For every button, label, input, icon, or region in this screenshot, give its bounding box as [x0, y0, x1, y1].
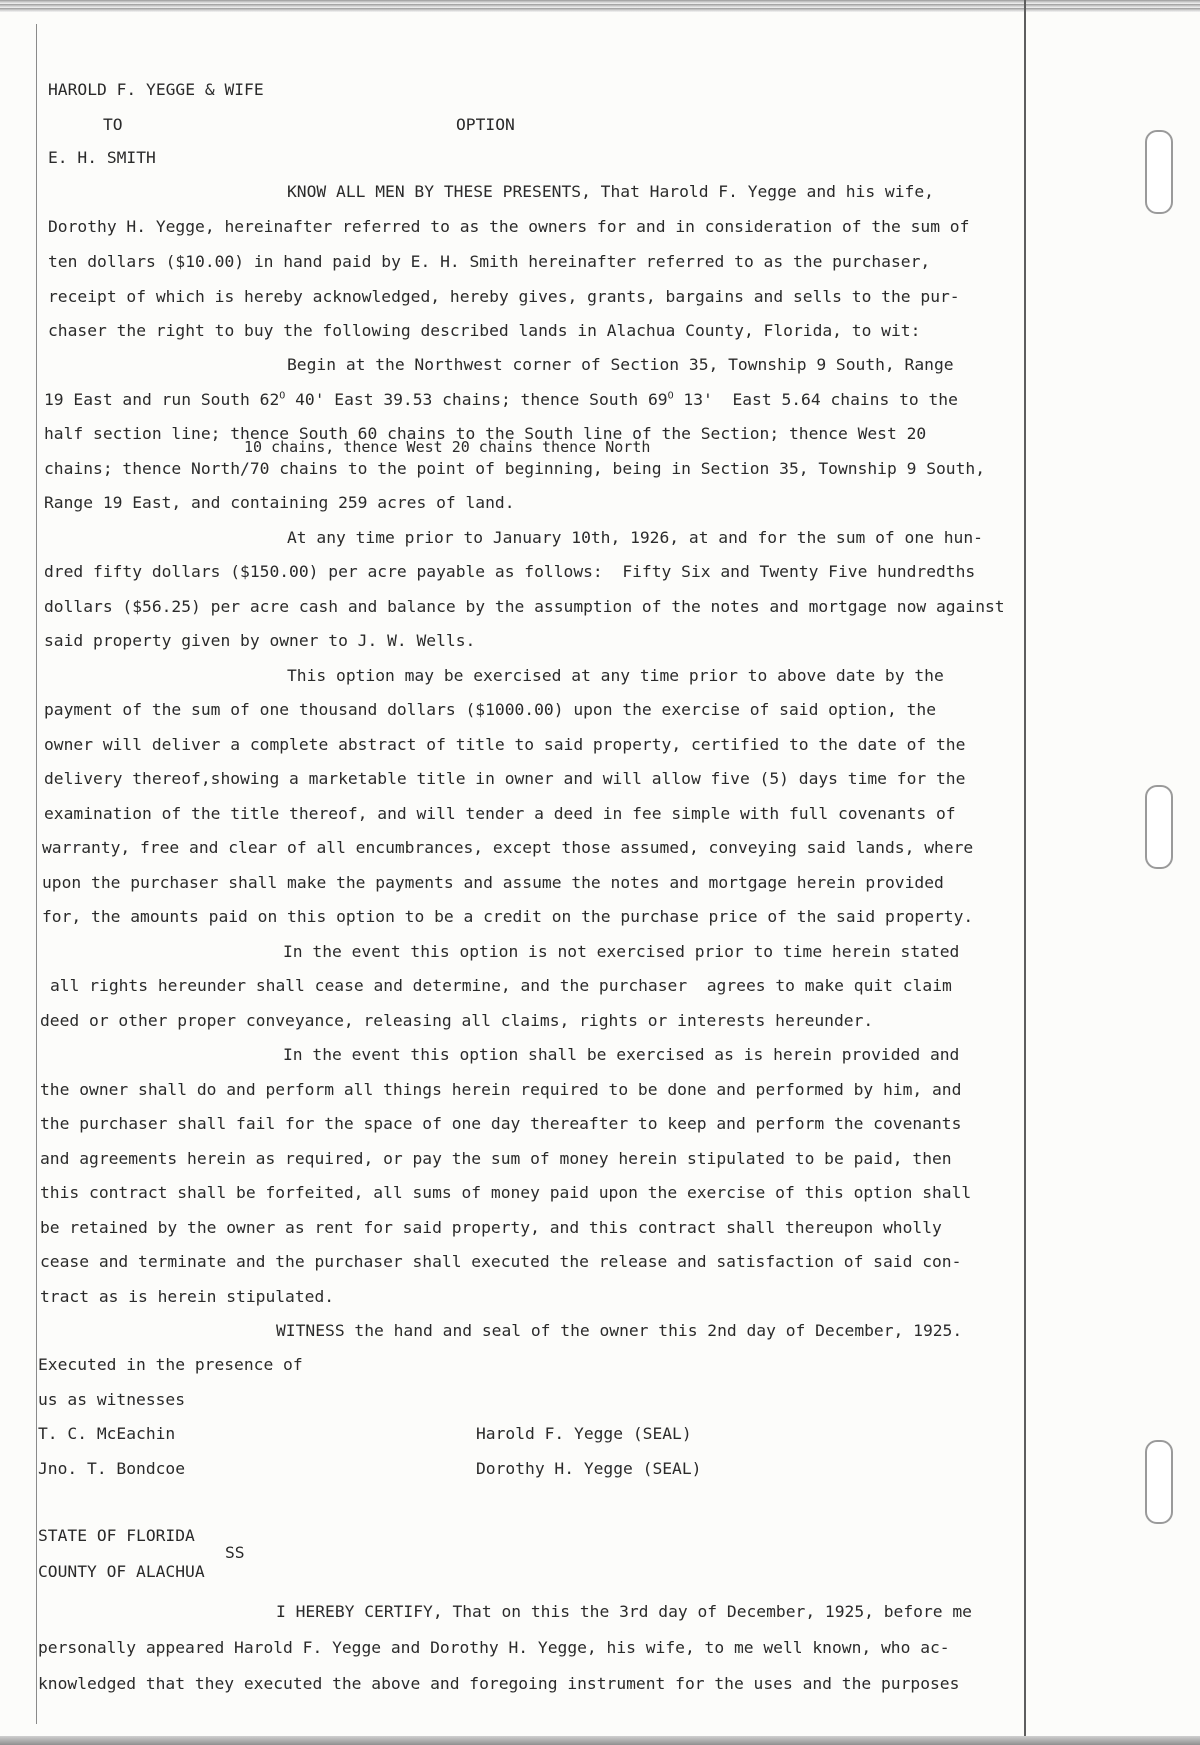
body-line: all rights hereunder shall cease and determine, and the purchaser agrees to make quit claim — [50, 976, 952, 995]
acknowledgment-line: personally appeared Harold F. Yegge and Dorothy H. Yegge, his wife, to me well known, who ac- — [38, 1638, 950, 1657]
body-line: upon the purchaser shall make the payments and assume the notes and mortgage herein provided — [42, 873, 944, 892]
body-line: At any time prior to January 10th, 1926, at and for the sum of one hun- — [287, 528, 983, 547]
body-line: payment of the sum of one thousand dollars ($1000.00) upon the exercise of said option, the — [44, 700, 936, 719]
degree-mark: O — [279, 390, 286, 402]
body-line: delivery thereof,showing a marketable title in owner and will allow five (5) days time for the — [44, 769, 966, 788]
body-line: said property given by owner to J. W. Wells. — [44, 631, 476, 650]
body-line: dred fifty dollars ($150.00) per acre payable as follows: Fifty Six and Twenty Five hundredths — [44, 562, 976, 581]
body-line: chaser the right to buy the following described lands in Alachua County, Florida, to wit: — [48, 321, 921, 340]
body-line: ten dollars ($10.00) in hand paid by E. H. Smith hereinafter referred to as the purchaser, — [48, 252, 931, 271]
body-line: tract as is herein stipulated. — [40, 1287, 335, 1306]
body-line: warranty, free and clear of all encumbrances, except those assumed, conveying said lands, where — [42, 838, 974, 857]
degree-mark: O — [667, 390, 674, 402]
venue-county: COUNTY OF ALACHUA — [38, 1562, 205, 1581]
witness-clause: WITNESS the hand and seal of the owner this 2nd day of December, 1925. — [276, 1321, 963, 1340]
executed-label: Executed in the presence of — [38, 1355, 303, 1374]
body-line: be retained by the owner as rent for said property, and this contract shall thereupon wholly — [40, 1218, 942, 1237]
venue-ss: SS — [225, 1543, 245, 1562]
signer-name: Harold F. Yegge (SEAL) — [476, 1424, 692, 1443]
witness-name: T. C. McEachin — [38, 1424, 176, 1443]
acknowledgment-line: knowledged that they executed the above and foregoing instrument for the uses and the purposes — [38, 1674, 960, 1693]
grantor-heading: HAROLD F. YEGGE & WIFE — [48, 80, 264, 99]
legal-description-line: half section line; thence South 60 chains to the South line of the Section; thence West 20 — [44, 424, 927, 443]
legal-description-line: Range 19 East, and containing 259 acres of land. — [44, 493, 515, 512]
venue-state: STATE OF FLORIDA — [38, 1526, 195, 1545]
typed-insertion: 10 chains, thence West 20 chains thence North — [244, 438, 651, 456]
body-line: owner will deliver a complete abstract of title to said property, certified to the date of the — [44, 735, 966, 754]
body-line: In the event this option is not exercised prior to time herein stated — [283, 942, 960, 961]
body-line: deed or other proper conveyance, releasing all claims, rights or interests hereunder. — [40, 1011, 874, 1030]
document-title: OPTION — [456, 115, 515, 134]
body-line: this contract shall be forfeited, all sums of money paid upon the exercise of this option shall — [40, 1183, 972, 1202]
body-line: In the event this option shall be exercised as is herein provided and — [283, 1045, 960, 1064]
legal-description-line: 19 East and run South $62^O$ 40' East 39.53 chains; thence South $69^O$ 13' East 5.64 chains to the — [44, 390, 958, 409]
body-line: the owner shall do and perform all things herein required to be done and performed by him, and — [40, 1080, 962, 1099]
acknowledgment-line: I HEREBY CERTIFY, That on this the 3rd day of December, 1925, before me — [276, 1602, 972, 1621]
body-line: for, the amounts paid on this option to be a credit on the purchase price of the said property. — [42, 907, 974, 926]
body-line: dollars ($56.25) per acre cash and balance by the assumption of the notes and mortgage now against — [44, 597, 1005, 616]
body-line: Dorothy H. Yegge, hereinafter referred to as the owners for and in consideration of the sum of — [48, 217, 970, 236]
body-line: cease and terminate and the purchaser shall executed the release and satisfaction of said con- — [40, 1252, 962, 1271]
legal-description-line: Begin at the Northwest corner of Section 35, Township 9 South, Range — [287, 355, 954, 374]
legal-description-line: chains; thence North/70 chains to the point of beginning, being in Section 35, Township 9 South, — [44, 459, 986, 478]
grantee-heading: E. H. SMITH — [48, 148, 156, 167]
witness-name: Jno. T. Bondcoe — [38, 1459, 186, 1478]
body-line: receipt of which is hereby acknowledged, hereby gives, grants, bargains and sells to the pur- — [48, 287, 960, 306]
body-line: This option may be exercised at any time prior to above date by the — [287, 666, 944, 685]
witnesses-label: us as witnesses — [38, 1390, 186, 1409]
body-line: KNOW ALL MEN BY THESE PRESENTS, That Harold F. Yegge and his wife, — [287, 182, 934, 201]
body-line: and agreements herein as required, or pay the sum of money herein stipulated to be paid, then — [40, 1149, 952, 1168]
body-line: the purchaser shall fail for the space of one day thereafter to keep and perform the covenants — [40, 1114, 962, 1133]
to-heading: TO — [103, 115, 123, 134]
body-line: examination of the title thereof, and will tender a deed in fee simple with full covenants of — [44, 804, 956, 823]
signer-name: Dorothy H. Yegge (SEAL) — [476, 1459, 702, 1478]
